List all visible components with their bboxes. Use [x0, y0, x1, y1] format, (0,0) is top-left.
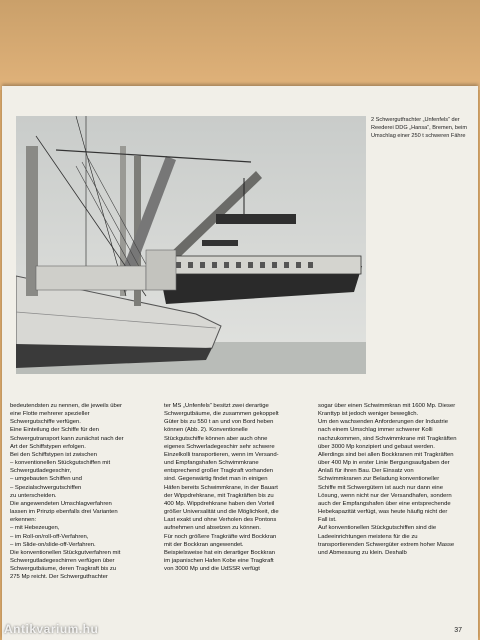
- book-page: [2, 86, 478, 640]
- background-surface: [0, 0, 480, 90]
- column-2-text: ter MS „Unfenfels“ besitzt zwei derartige Schwergutbäume, die zusammen gekoppelt Güter bis zu 550 t an und von Bord heben können (Abb. 2). Konventionelle Stückgutschiffe können aber auch ohne eigenes Schwerladegeschirr sehr schwere Einzelkolli transportieren, wenn im Versand- und Empfangshafen Schwimmkrane entsprechend großer Tragkraft vorhanden sind. Gegenwärtig findet man in einigen Häfen bereits Schwimmkrane, in der Bauart der Wippdrehkrane, mit Tragkräften bis zu 400 Mp. Wippdrehkrane haben den Vorteil größer Universalität und die Möglichkeit, die Last exakt und ohne Verholen des Pontons aufnehmen und absetzen zu können. Für noch größere Tragkräfte wird Bockkran mit der Bockkran angewendet. Beispielsweise hat ein derartiger Bockkran im japanischen Hafen Kobe eine Tragkraft von 3000 Mp und die UdSSR verfügt: [164, 403, 279, 573]
- photo-caption: 2 Schwergutfrachter „Unfenfels“ der Reederei DDG „Hansa“, Bremen, beim Umschlag einer 250 t schweren Fähre: [371, 117, 468, 139]
- ship-photo-drawing: [16, 116, 366, 374]
- ship-photo: [16, 116, 366, 374]
- text-column-3: [318, 402, 458, 557]
- text-column-2: [164, 402, 280, 573]
- text-column-1: [10, 402, 126, 581]
- column-3-text: sogar über einen Schwimmkran mit 1600 Mp. Dieser Kranttyp ist jedoch weniger beweglich. Um den wachsenden Anforderungen der Industrie nach einem Umschlag immer schwerer Kolli nachzukommen, sind Schwimmkrane mit Tragkräften über 3000 Mp konzipiert und gebaut werden. Allerdings sind bei allen Bockkranen mit Tragkräften über 400 Mp in erster Linie Bergungsaufgaben der Anlaß für ihren Bau. Der Einsatz von Schwimmkranen zur Beladung konventioneller Schiffe mit Schwergütern ist auch nur dann eine Lösung, wenn nicht nur der Versandhafen, sondern auch der Empfangshafen über eine entsprechende Hebekapazität verfügt, was heute häufig nicht der Fall ist. Auf konventionellen Stückgutschiffen sind die Ladeeinrichtungen meistens für die zu transportierenden Schwergüter extrem hoher Masse und Abmessung zu klein. Deshalb: [318, 403, 457, 556]
- page-number: 37: [454, 627, 462, 634]
- column-1-text: bedeutendsten zu nennen, die jeweils über eine Flotte mehrerer spezieller Schwergutschiffe verfügen. Eine Einteilung der Schiffe für den Schwergutransport kann zunächst nach der Art der Schiffstypen erfolgen. Bei den Schiffstypen ist zwischen – konventionellen Stückgutschiffen mit Schwergutladegeschirr, – umgebauten Schiffen und – Spezialschwergutschiffen zu unterscheiden. Die angewendeten Umschlagverfahren lassen im Prinzip ebenfalls drei Varianten erkennen: – mit Hebezeugen, – im Roll-on/roll-off-Verfahren, – im Slide-on/slide-off-Verfahren. Die konventionellen Stückgutverfahren mit Schwergutladegeschirren verfügen über Schwergutbäume, deren Tragkraft bis zu 275 Mp reicht. Der Schwergutfrachter: [10, 403, 124, 581]
- watermark: Antikvarium.hu: [4, 622, 99, 636]
